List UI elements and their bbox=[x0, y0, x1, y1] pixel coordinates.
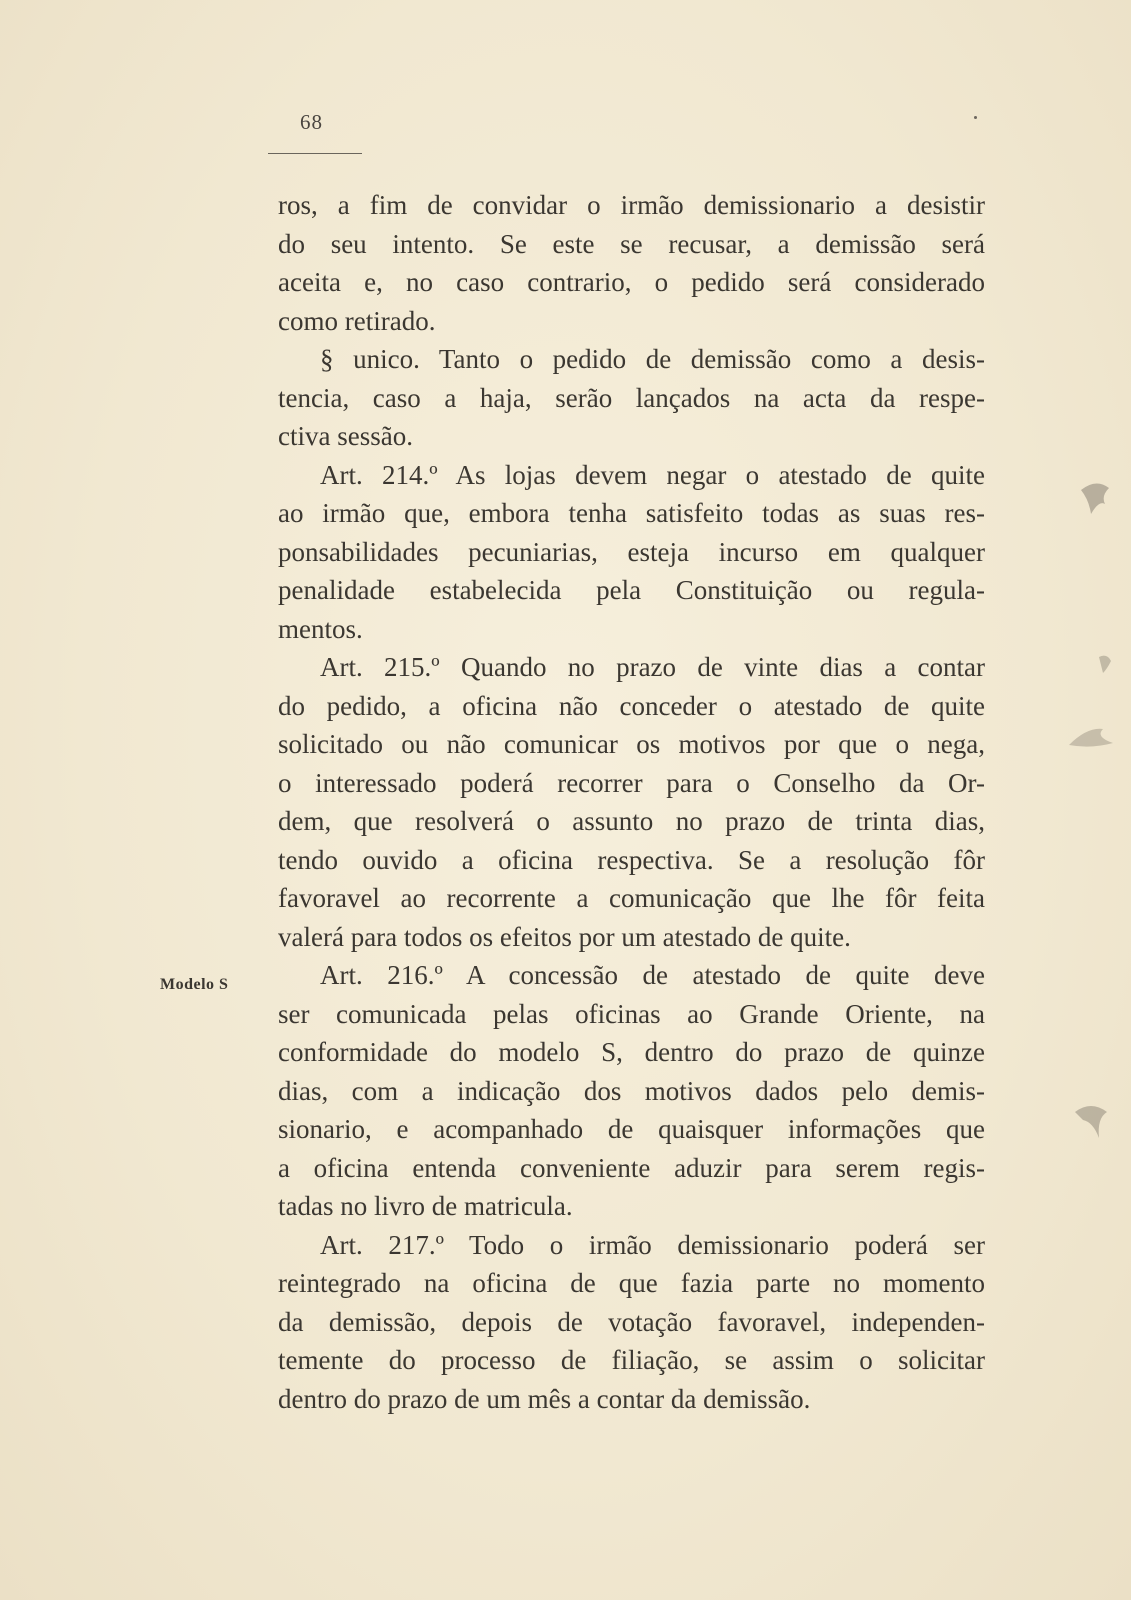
text-line: Art. 214.º As lojas devem negar o atestado de quite bbox=[320, 459, 985, 490]
text-line: da demissão, depois de votação favoravel, independen- bbox=[278, 1306, 985, 1337]
text-line: Art. 216.º A concessão de atestado de quite deve bbox=[320, 960, 985, 990]
text-line: aceita e, no caso contrario, o pedido será considerado bbox=[278, 267, 985, 297]
text-line: como retirado. bbox=[278, 305, 436, 336]
text-line: do pedido, a oficina não conceder o atestado de quite bbox=[278, 690, 985, 721]
text-line: a oficina entenda conveniente aduzir para serem regis- bbox=[278, 1152, 985, 1183]
ink-dot bbox=[974, 116, 977, 119]
text-line: ao irmão que, embora tenha satisfeito todas as suas res- bbox=[278, 498, 985, 528]
edge-stain-mark bbox=[1061, 1090, 1131, 1160]
text-line: conformidade do modelo S, dentro do prazo de quinze bbox=[278, 1037, 985, 1067]
text-line: ponsabilidades pecuniarias, esteja incurso em qualquer bbox=[278, 536, 985, 567]
text-line: ros, a fim de convidar o irmão demissionario a desistir bbox=[278, 190, 985, 220]
text-line: dias, com a indicação dos motivos dados pelo demis- bbox=[278, 1075, 985, 1106]
body-text bbox=[278, 186, 985, 1418]
text-line: penalidade estabelecida pela Constituição ou regula- bbox=[278, 575, 985, 605]
text-line: dentro do prazo de um mês a contar da demissão. bbox=[278, 1383, 811, 1414]
edge-stain-mark bbox=[1061, 470, 1131, 550]
text-line: reintegrado na oficina de que fazia parte no momento bbox=[278, 1268, 985, 1298]
header-rule bbox=[268, 153, 362, 154]
text-line: sionario, e acompanhado de quaisquer informações que bbox=[278, 1114, 985, 1144]
text-line: o interessado poderá recorrer para o Conselho da Or- bbox=[278, 767, 985, 798]
text-line: dem, que resolverá o assunto no prazo de trinta dias, bbox=[278, 806, 985, 836]
text-line: § unico. Tanto o pedido de demissão como a desis- bbox=[320, 344, 985, 374]
text-line: valerá para todos os efeitos por um atestado de quite. bbox=[278, 921, 851, 952]
edge-stain-mark bbox=[1061, 645, 1131, 695]
text-line: solicitado ou não comunicar os motivos por que o nega, bbox=[278, 729, 985, 759]
text-line: ser comunicada pelas oficinas ao Grande Oriente, na bbox=[278, 998, 985, 1029]
text-line: tencia, caso a haja, serão lançados na acta da respe- bbox=[278, 382, 985, 413]
text-line: do seu intento. Se este se recusar, a demissão será bbox=[278, 228, 985, 259]
edge-stain-mark bbox=[1061, 715, 1131, 765]
text-line: ctiva sessão. bbox=[278, 421, 413, 451]
margin-note: Modelo S bbox=[160, 976, 229, 993]
text-line: Art. 217.º Todo o irmão demissionario poderá ser bbox=[320, 1229, 985, 1260]
text-line: Art. 215.º Quando no prazo de vinte dias a contar bbox=[320, 652, 985, 682]
page-number: 68 bbox=[300, 110, 323, 134]
text-line: temente do processo de filiação, se assim o solicitar bbox=[278, 1345, 985, 1375]
text-line: favoravel ao recorrente a comunicação que lhe fôr feita bbox=[278, 883, 985, 913]
text-line: mentos. bbox=[278, 613, 363, 644]
text-line: tendo ouvido a oficina respectiva. Se a resolução fôr bbox=[278, 844, 985, 875]
text-line: tadas no livro de matricula. bbox=[278, 1191, 573, 1221]
